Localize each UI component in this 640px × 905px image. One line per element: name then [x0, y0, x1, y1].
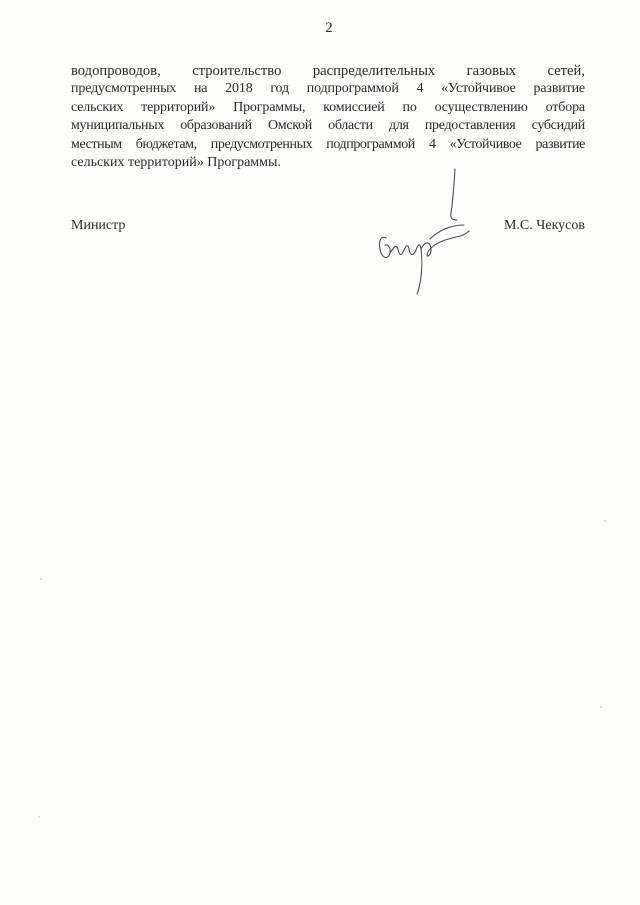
- paragraph-line: предусмотренных на 2018 год подпрограммой 4 «Устойчивое развитие: [71, 81, 585, 97]
- scan-speck: [38, 816, 40, 818]
- scan-speck: [600, 706, 602, 708]
- body-paragraph: [71, 62, 585, 172]
- page-number: 2: [325, 20, 333, 36]
- paragraph-line: сельских территорий» Программы, комиссией по осуществлению отбора: [71, 99, 585, 115]
- paragraph-line: местным бюджетам, предусмотренных подпрограммой 4 «Устойчивое развитие: [71, 136, 585, 152]
- paragraph-line: водопроводов, строительство распределительных газовых сетей,: [71, 63, 585, 79]
- scan-speck: [40, 578, 42, 580]
- paragraph-line: сельских территорий» Программы.: [71, 155, 281, 171]
- paragraph-line: муниципальных образований Омской области для предоставления субсидий: [71, 118, 585, 134]
- signature-block: [71, 218, 585, 238]
- scan-speck: [604, 520, 606, 522]
- signer-title: Министр: [71, 218, 126, 233]
- signer-name: М.С. Чекусов: [503, 218, 585, 233]
- handwritten-signature: [372, 165, 482, 300]
